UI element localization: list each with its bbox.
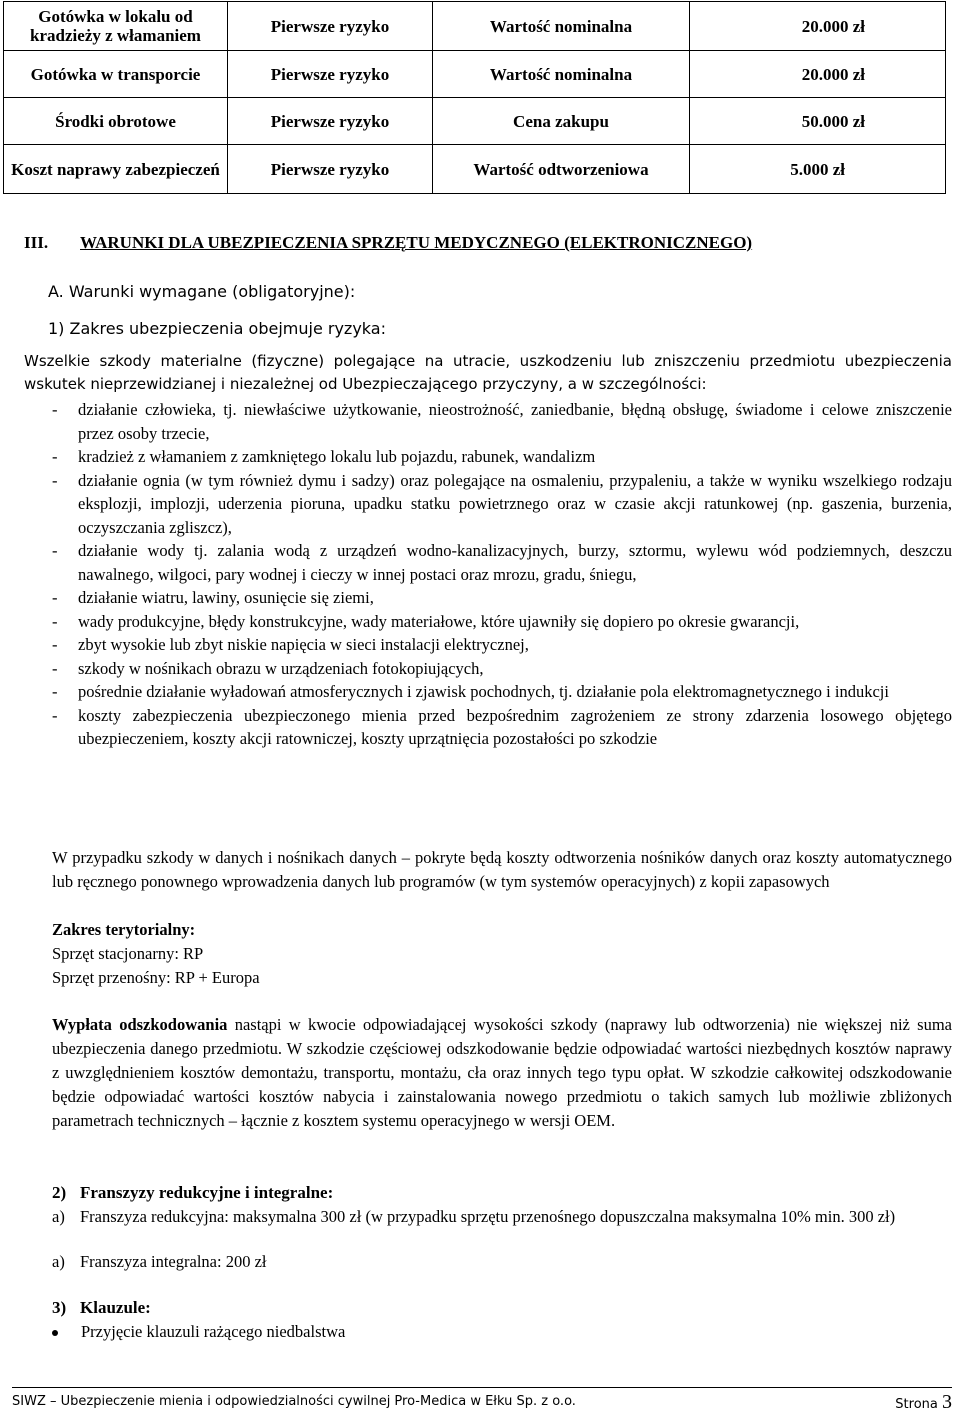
item-number: 3) [52, 1298, 67, 1317]
item-text: Franszyza integralna: 200 zł [80, 1252, 267, 1271]
table-cell: Środki obrotowe [4, 98, 228, 145]
table-cell: Wartość odtworzeniowa [433, 145, 690, 194]
list-item: - kradzież z włamaniem z zamkniętego lokalu lub pojazdu, rabunek, wandalizm [52, 447, 596, 466]
footer-divider [12, 1387, 952, 1388]
list-item: - zbyt wysokie lub zbyt niskie napięcia w sieci instalacji elektrycznej, [52, 635, 529, 654]
item-letter: a) [52, 1207, 65, 1226]
item-number: 2) [52, 1183, 67, 1202]
list-item-text: koszty zabezpieczenia ubezpieczonego mienia przed bezpośrednim zagrożeniem ze strony zdarzenia losowego objętego ubezpieczeniem, koszty akcji ratowniczej, koszty uprzątnięcia pozostałości po szkodzie [78, 705, 952, 748]
territorial-heading: Zakres terytorialny: [52, 920, 196, 939]
table-cell: 20.000 zł [690, 51, 946, 98]
section-heading [24, 233, 944, 253]
subsection-heading: A. Warunki wymagane (obligatoryjne): [48, 282, 356, 301]
table-row [4, 2, 946, 51]
list-item: - działanie wiatru, lawiny, osunięcie się ziemi, [52, 588, 374, 607]
list-item-text: pośrednie działanie wyładowań atmosferycznych i zjawisk pochodnych, tj. działanie pola elektromagnetycznego i indukcji [78, 682, 889, 701]
table-cell: 20.000 zł [690, 2, 946, 51]
payout-lead: Wypłata odszkodowania [52, 1015, 228, 1034]
table-cell: Gotówka w transporcie [4, 51, 228, 98]
table-cell: Wartość nominalna [433, 51, 690, 98]
list-item: - działanie ognia (w tym również dymu i sadzy) oraz polegające na osmaleniu, przypaleniu, a także w wyniku wszelkiego rodzaju eksplozji, implozji, uderzenia pioruna, upadku statku powietrznego oraz w czasie akcji ratunkowej (np. gaszenia, burzenia, oczyszczania zgliszcz), [52, 470, 952, 537]
table-cell: Cena zakupu [433, 98, 690, 145]
table-cell: Koszt naprawy zabezpieczeń [4, 145, 228, 194]
list-item-text: działanie wiatru, lawiny, osunięcie się ziemi, [78, 588, 374, 607]
item-heading-text: Klauzule: [80, 1298, 151, 1317]
table-cell: Pierwsze ryzyko [228, 145, 433, 194]
clause-bullet [52, 1322, 345, 1342]
table-row [4, 98, 946, 145]
list-item: - wady produkcyjne, błędy konstrukcyjne, wady materiałowe, które ujawniły się dopiero po okresie gwarancji, [52, 611, 800, 631]
payout-paragraph [52, 1013, 952, 1133]
risk-list [24, 398, 952, 751]
item-heading-text: Franszyzy redukcyjne i integralne: [80, 1183, 334, 1202]
clause-text: Przyjęcie klauzuli rażącego niedbalstwa [81, 1322, 346, 1341]
section-number: III. [24, 233, 49, 252]
item2-heading [52, 1183, 333, 1203]
deductible-item [52, 1205, 952, 1229]
page-indicator [895, 1391, 952, 1414]
territorial-stationary: Sprzęt stacjonarny: RP [52, 944, 204, 963]
list-item-text: działanie wody tj. zalania wodą z urządzeń wodno-kanalizacyjnych, burzy, sztormu, wylewu wód podziemnych, deszczu nawalnego, wilgoci, pary wodnej i cieczy w innej postaci oraz mrozu, gradu, śniegu, [78, 541, 952, 584]
table-row [4, 51, 946, 98]
bullet-icon [52, 1330, 58, 1336]
page-number: 3 [942, 1391, 952, 1413]
item3-heading [52, 1298, 151, 1318]
table-cell: 50.000 zł [690, 98, 946, 145]
page-footer [12, 1391, 952, 1413]
table-row [4, 145, 946, 194]
table-cell: 5.000 zł [690, 145, 946, 194]
list-item-text: działanie ognia (w tym również dymu i sadzy) oraz polegające na osmaleniu, przypaleniu, a także w wyniku wszelkiego rodzaju eksplozji, implozji, uderzenia pioruna, upadku statku powietrznego oraz w czasie akcji ratunkowej (np. gaszenia, burzenia, oczyszczania zgliszcz), [78, 470, 952, 537]
list-item-text: szkody w nośnikach obrazu w urządzeniach fotokopiujących, [78, 658, 484, 678]
list-item: - koszty zabezpieczenia ubezpieczonego mienia przed bezpośrednim zagrożeniem ze strony zdarzenia losowego objętego ubezpieczeniem, koszty akcji ratowniczej, koszty uprzątnięcia pozostałości po szkodzie [52, 705, 952, 748]
footer-title: SIWZ – Ubezpieczenie mienia i odpowiedzialności cywilnej Pro-Medica w Ełku Sp. z o.o. [12, 1394, 576, 1409]
item-letter: a) [52, 1252, 65, 1271]
table-cell: Pierwsze ryzyko [228, 2, 433, 51]
table-cell: Wartość nominalna [433, 2, 690, 51]
list-item-text: działanie człowieka, tj. niewłaściwe użytkowanie, nieostrożność, zaniedbanie, błędną obsługę, świadome i celowe zniszczenie przez osoby trzecie, [78, 400, 952, 443]
list-item: - pośrednie działanie wyładowań atmosferycznych i zjawisk pochodnych, tj. działanie pola elektromagnetycznego i indukcji [52, 682, 889, 701]
page-label: Strona [895, 1397, 938, 1412]
table-cell: Pierwsze ryzyko [228, 98, 433, 145]
list-item: - działanie wody tj. zalania wodą z urządzeń wodno-kanalizacyjnych, burzy, sztormu, wylewu wód podziemnych, deszczu nawalnego, wilgoci, pary wodnej i cieczy w innej postaci oraz mrozu, gradu, śniegu, [52, 541, 952, 584]
table-cell: Pierwsze ryzyko [228, 51, 433, 98]
table-cell: Gotówka w lokalu od kradzieży z włamaniem [4, 2, 228, 51]
list-item-text: zbyt wysokie lub zbyt niskie napięcia w sieci instalacji elektrycznej, [78, 635, 529, 654]
list-item: - szkody w nośnikach obrazu w urządzeniach fotokopiujących, [52, 658, 484, 678]
list-item-text: kradzież z włamaniem z zamkniętego lokalu lub pojazdu, rabunek, wandalizm [78, 447, 596, 466]
list-item-text: wady produkcyjne, błędy konstrukcyjne, wady materiałowe, które ujawniły się dopiero po okresie gwarancji, [78, 611, 800, 631]
item-heading: 1) Zakres ubezpieczenia obejmuje ryzyka: [48, 319, 386, 338]
item-text: Franszyza redukcyjna: maksymalna 300 zł (w przypadku sprzętu przenośnego dopuszczalna maksymalna 10% min. 300 zł) [80, 1207, 896, 1226]
data-damage-paragraph: W przypadku szkody w danych i nośnikach danych – pokryte będą koszty odtworzenia nośników danych oraz koszty automatycznego lub ręcznego ponownego wprowadzenia danych lub programów (w tym systemów operacyjnych) z kopii zapasowych [52, 848, 952, 891]
list-item: - działanie człowieka, tj. niewłaściwe użytkowanie, nieostrożność, zaniedbanie, błędną obsługę, świadome i celowe zniszczenie przez osoby trzecie, [52, 400, 952, 443]
section-title: WARUNKI DLA UBEZPIECZENIA SPRZĘTU MEDYCZNEGO (ELEKTRONICZNEGO) [80, 233, 753, 252]
risk-list-container [24, 398, 952, 751]
insurance-limits-table [3, 1, 946, 194]
payout-text: nastąpi w kwocie odpowiadającej wysokości szkody (naprawy lub odtworzenia) nie większej niż suma ubezpieczenia danego przedmiotu. W szkodzie częściowej odszkodowanie będzie odpowiadać wartości niezbędnych kosztów naprawy z uwzględnieniem kosztów demontażu, transportu, montażu, cła oraz innych tego typu opłat. W szkodzie całkowitej odszkodowanie będzie odpowiadać wartości kosztów nabycia i zainstalowania nowego przedmiotu o takich samych lub możliwie zbliżonych parametrach technicznych – łącznie z kosztem systemu operacyjnego w wersji OEM. [52, 1015, 953, 1130]
franchise-item [52, 1250, 952, 1274]
intro-paragraph: Wszelkie szkody materialne (fizyczne) polegające na utracie, uszkodzeniu lub zniszczeniu przedmiotu ubezpieczenia wskutek nieprzewidzianej i niezależnej od Ubezpieczającego przyczyny, a w szczególności: [24, 352, 952, 393]
territorial-portable: Sprzęt przenośny: RP + Europa [52, 968, 260, 987]
